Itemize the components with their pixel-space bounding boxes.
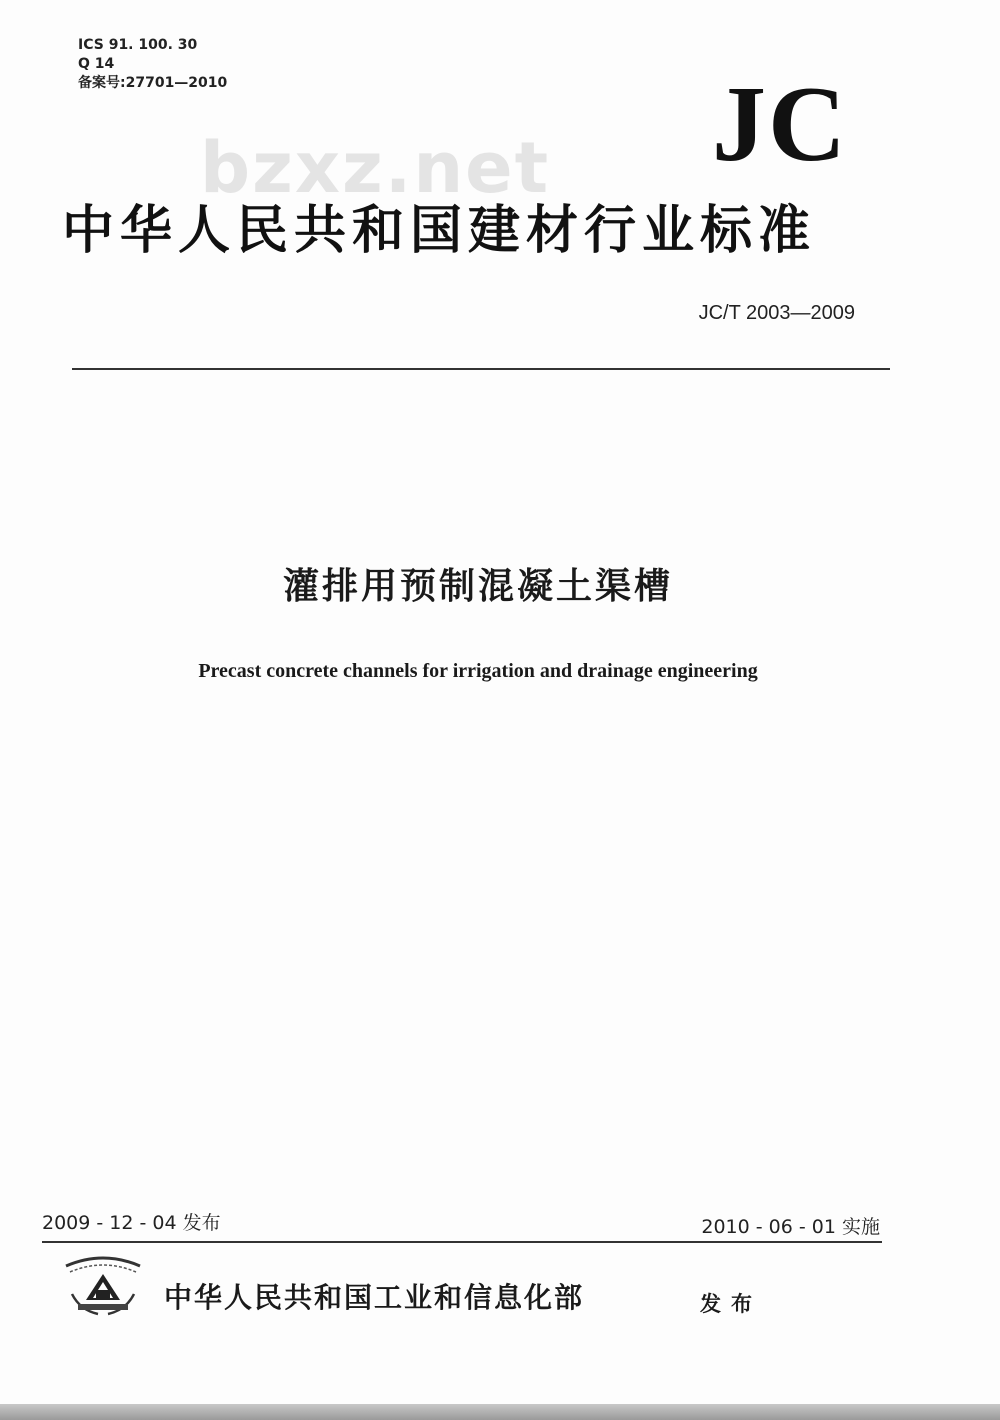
document-title-zh: 灌排用预制混凝土渠槽 — [282, 566, 673, 607]
watermark: bzxz.net — [200, 127, 551, 209]
classification-block — [78, 36, 227, 93]
publisher-name: 中华人民共和国工业和信息化部 — [164, 1281, 585, 1314]
publisher-suffix: 发布 — [700, 1292, 762, 1316]
ics-code: ICS 91. 100. 30 — [78, 37, 198, 53]
ministry-emblem-icon — [58, 1252, 148, 1322]
standard-number: JC/T 2003—2009 — [698, 302, 855, 324]
page-bottom-edge — [0, 1404, 1000, 1420]
standard-category-title: 中华人民共和国建材行业标准 — [62, 201, 817, 261]
ccs-code: Q 14 — [78, 56, 115, 72]
jc-logo: JC — [712, 65, 848, 184]
filing-number: 备案号:27701—2010 — [78, 75, 228, 91]
publish-date: 2009 - 12 - 04 发布 — [42, 1212, 221, 1234]
document-title-en: Precast concrete channels for irrigation and drainage engineering — [198, 660, 758, 682]
footer-divider — [42, 1241, 882, 1243]
header-divider — [72, 368, 890, 370]
implement-date: 2010 - 06 - 01 实施 — [701, 1216, 880, 1238]
